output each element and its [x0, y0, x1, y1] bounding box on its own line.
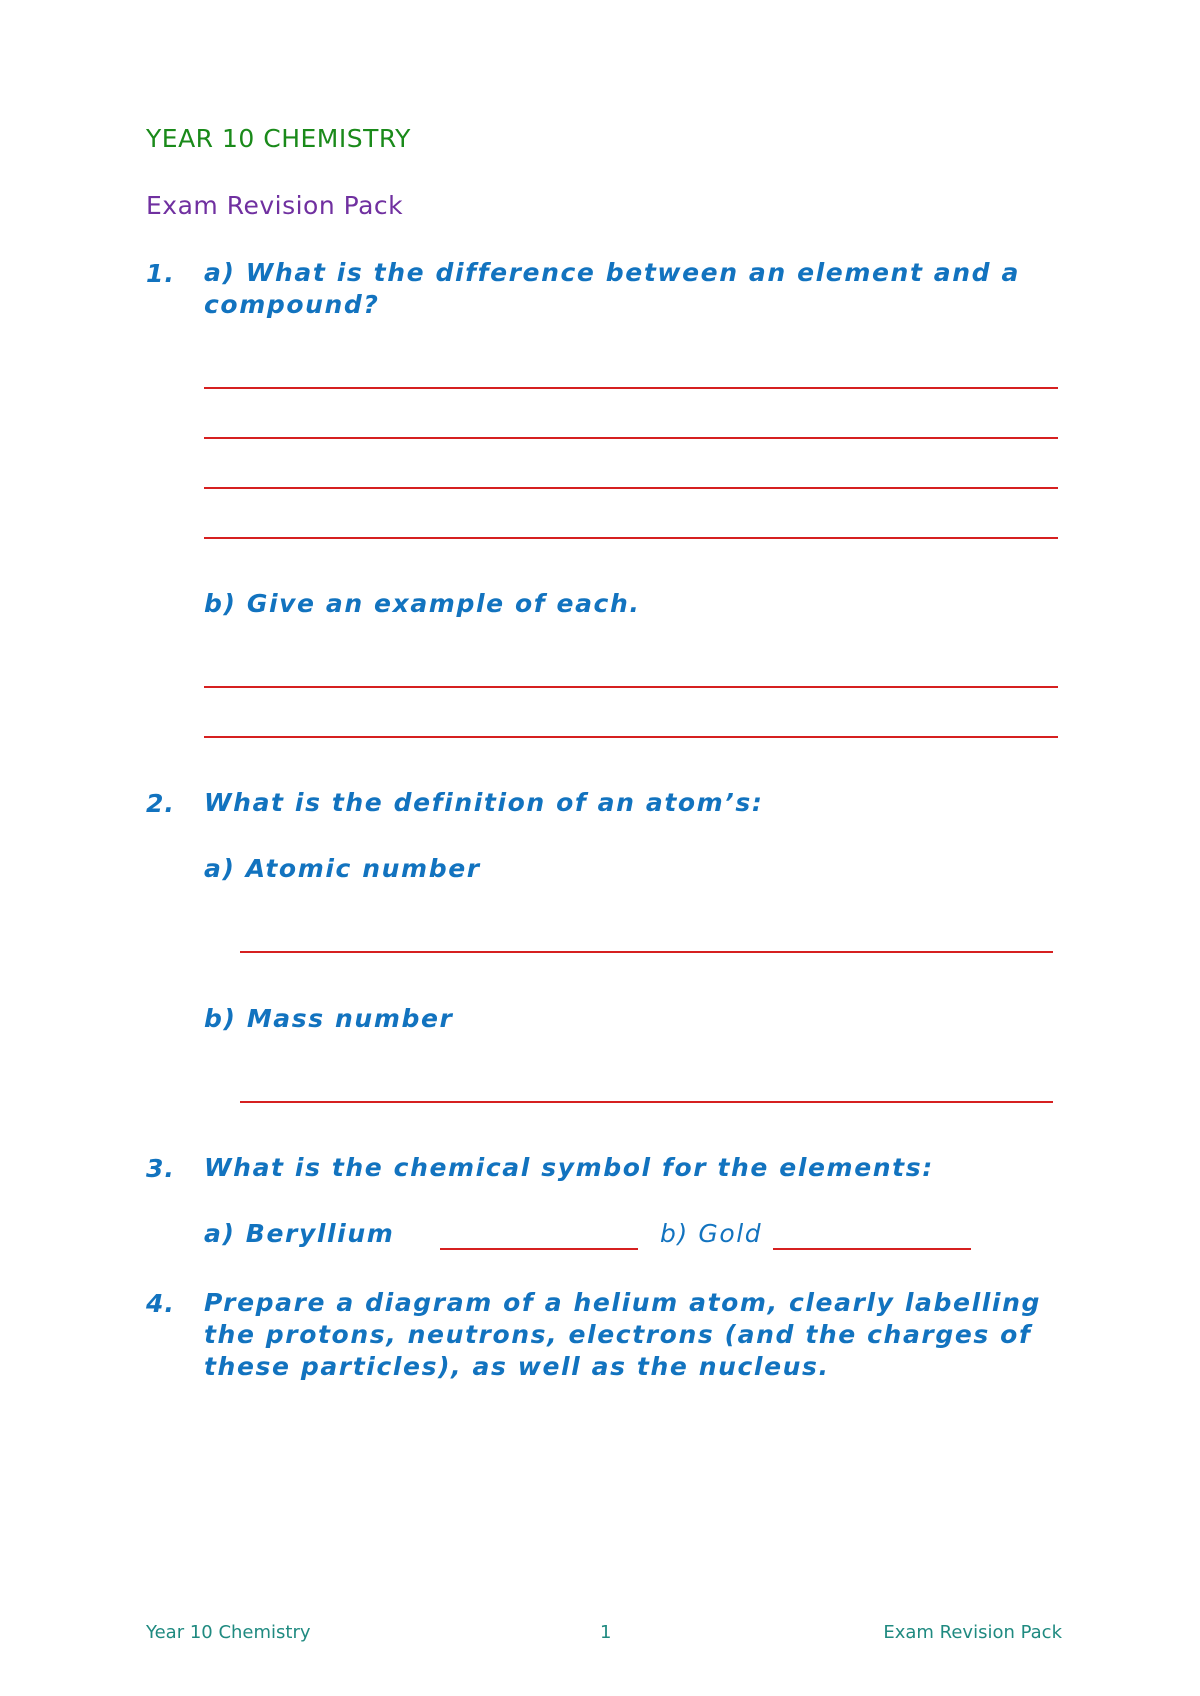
page-subtitle: Exam Revision Pack: [146, 191, 404, 220]
question-2b-text: b) Mass number: [204, 1004, 454, 1033]
answer-line-1a-1[interactable]: [204, 387, 1058, 389]
question-3a-text: a) Beryllium: [204, 1219, 395, 1248]
question-1-number: 1.: [146, 259, 175, 288]
question-3b-text: b) Gold: [660, 1219, 763, 1248]
answer-line-2b[interactable]: [240, 1101, 1053, 1103]
answer-line-1a-4[interactable]: [204, 537, 1058, 539]
answer-line-1b-2[interactable]: [204, 736, 1058, 738]
answer-blank-3b[interactable]: [773, 1248, 971, 1250]
question-3-number: 3.: [146, 1154, 175, 1183]
footer-right: Exam Revision Pack: [883, 1622, 1062, 1643]
answer-blank-3a[interactable]: [440, 1248, 638, 1250]
page-number: 1: [600, 1622, 612, 1643]
answer-line-1a-2[interactable]: [204, 437, 1058, 439]
page-title: YEAR 10 CHEMISTRY: [146, 124, 411, 153]
question-2a-text: a) Atomic number: [204, 854, 481, 883]
answer-line-1b-1[interactable]: [204, 686, 1058, 688]
answer-line-2a[interactable]: [240, 951, 1053, 953]
question-3-text: What is the chemical symbol for the elements:: [204, 1153, 934, 1182]
question-1a-text: a) What is the difference between an element and a compound?: [204, 258, 1020, 319]
answer-line-1a-3[interactable]: [204, 487, 1058, 489]
question-1b-text: b) Give an example of each.: [204, 589, 641, 618]
question-4-number: 4.: [146, 1289, 175, 1318]
footer-left: Year 10 Chemistry: [146, 1622, 311, 1643]
question-2-number: 2.: [146, 789, 175, 818]
question-4-text: Prepare a diagram of a helium atom, clearly labelling the protons, neutrons, electrons (and the charges of these particles), as well as the nucleus.: [204, 1288, 1041, 1381]
question-2-text: What is the definition of an atom’s:: [204, 788, 764, 817]
